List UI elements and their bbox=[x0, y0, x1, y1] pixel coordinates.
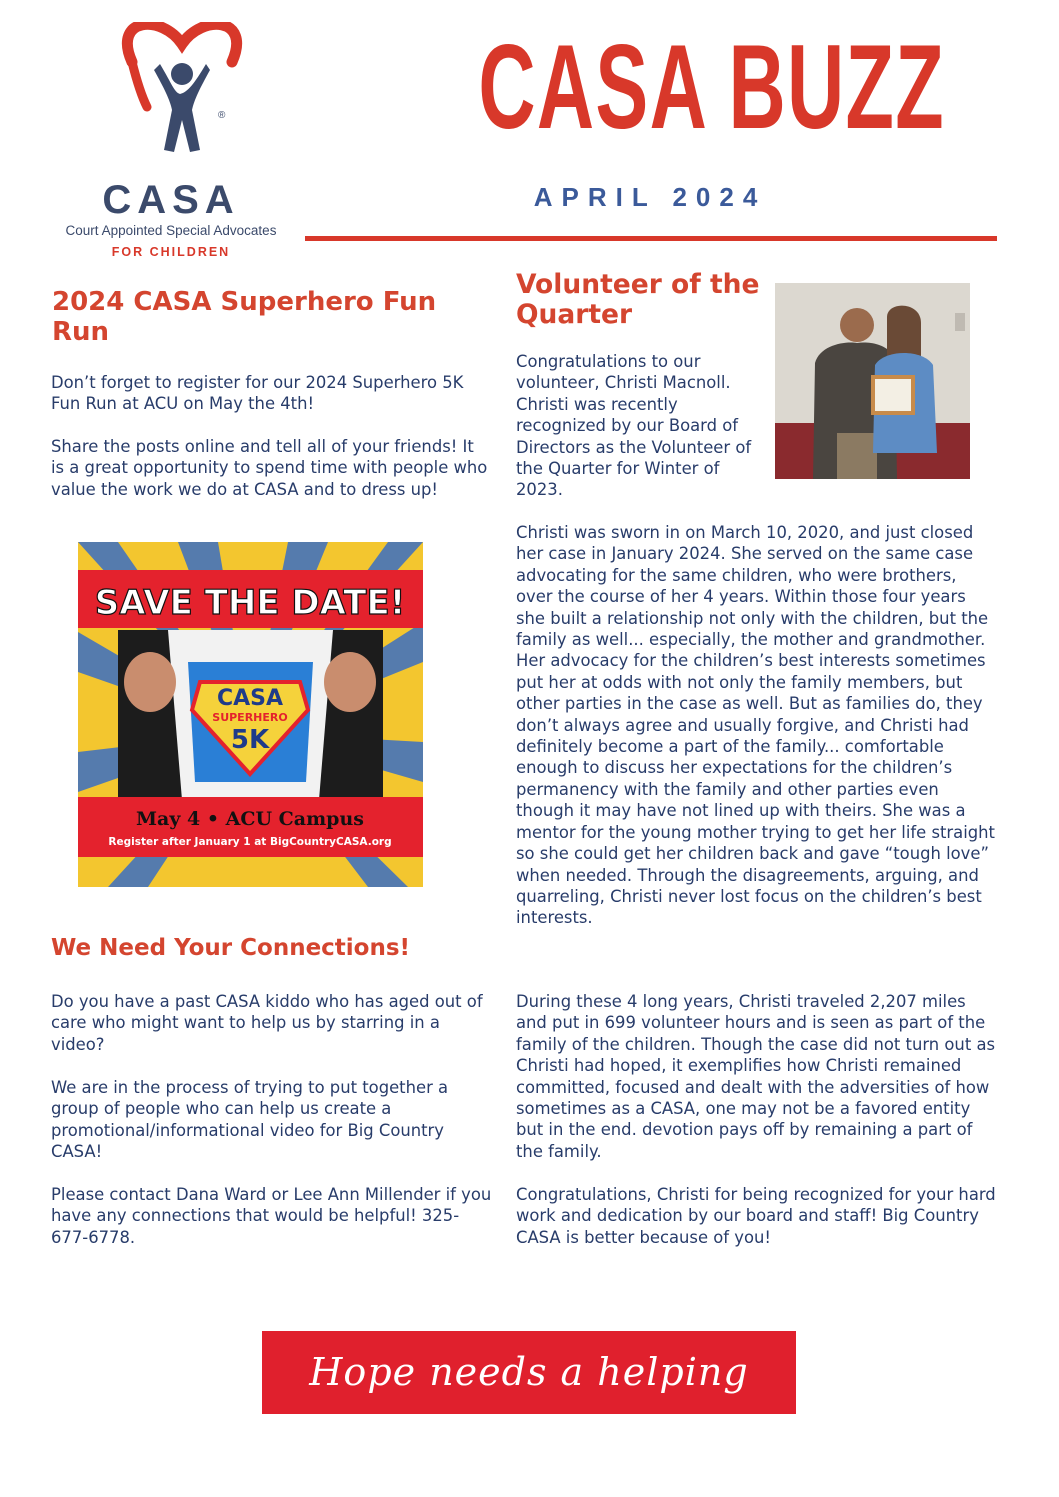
issue-date: APRIL 2024 bbox=[533, 182, 767, 212]
footer-tagline: Hope needs a helping hand bbox=[309, 1350, 749, 1477]
newsletter-title: CASA BUZZ bbox=[478, 20, 945, 154]
casa-logo bbox=[40, 22, 300, 259]
fun-run-paragraph-1: Don’t forget to register for our 2024 Superhero 5K Fun Run at ACU on May the 4th! bbox=[51, 373, 464, 414]
heart-figure-icon bbox=[102, 22, 262, 162]
header-divider bbox=[305, 236, 997, 241]
volunteer-paragraph-1: Congratulations to our volunteer, Christi Macnoll. Christi was recently recognized by our Board of Directors as the Volunteer of the Quarter for Winter of 2023. bbox=[516, 352, 752, 500]
logo-wordmark: CASA bbox=[102, 178, 240, 222]
volunteer-paragraph-2: Christi was sworn in on March 10, 2020, and just closed her case in January 2024. She served on the same case advocating for the same children, who were brothers, over the course of her 4 years. Within those four years she built a relationship not only with the children, but the family as well... especially, the mother and grandmother. Her advocacy for the children’s best interests sometimes put her at odds with not only the family members, but other parties in the case as well. But as families do, they don’t always agree and usually forgive, and Christi had definitely become a part of the family... comfortable enough to discuss her expectations for the children’s permanency with the family and other parties even though it may have not lined up with theirs. She was a mentor for the young mother trying to get her life straight so she could get her children back and gave “tough love” when needed. Through the disagreements, arguing, and quarreling, Christi never lost focus on the children’s best interests. bbox=[516, 523, 995, 928]
registered-mark: ® bbox=[218, 110, 226, 121]
volunteer-heading: Volunteer of the Quarter bbox=[516, 269, 760, 330]
fun-run-paragraph-2: Share the posts online and tell all of your friends! It is a great opportunity to spend time with people who value the work we do at CASA and to dress up! bbox=[51, 437, 488, 499]
poster-date-line: May 4 • ACU Campus bbox=[136, 808, 364, 830]
volunteer-paragraph-4: Congratulations, Christi for being recognized for your hard work and dedication by our board and staff! Big Country CASA is better because of you! bbox=[516, 1185, 996, 1247]
poster-badge-big: 5K bbox=[230, 725, 270, 755]
poster-graphic bbox=[78, 542, 423, 887]
footer-banner bbox=[262, 1331, 796, 1477]
volunteer-paragraph-3: During these 4 long years, Christi traveled 2,207 miles and put in 699 volunteer hours and is seen as part of the family of the children. Though the case did not turn out as Christi had hoped, it exemplifies how Christi remained committed, focused and dealt with the adversities of how sometimes as a CASA, one may not be a favored entity but in the end. devotion pays off by remaining a part of the family. bbox=[516, 992, 996, 1161]
poster-badge-top: CASA bbox=[216, 686, 284, 711]
fun-run-heading: 2024 CASA Superhero Fun Run bbox=[52, 287, 437, 347]
poster-headline: SAVE THE DATE! bbox=[94, 583, 406, 623]
save-the-date-poster bbox=[78, 542, 423, 887]
connections-heading: We Need Your Connections! bbox=[51, 935, 411, 961]
poster-register-line: Register after January 1 at BigCountryCASA.org bbox=[108, 836, 392, 848]
connections-paragraph-1: Do you have a past CASA kiddo who has aged out of care who might want to help us by starring in a video? bbox=[51, 992, 483, 1054]
poster-badge-mid: SUPERHERO bbox=[212, 711, 288, 724]
logo-subtitle: Court Appointed Special Advocates bbox=[65, 223, 277, 238]
volunteer-photo-graphic bbox=[775, 283, 970, 479]
connections-paragraph-2: We are in the process of trying to put together a group of people who can help us create a promotional/informational video for Big Country CASA! bbox=[51, 1078, 449, 1162]
connections-paragraph-3: Please contact Dana Ward or Lee Ann Millender if you have any connections that would be helpful! 325-677-6778. bbox=[51, 1185, 492, 1247]
volunteer-photo bbox=[775, 283, 970, 479]
logo-subtitle-2: FOR CHILDREN bbox=[111, 245, 231, 259]
